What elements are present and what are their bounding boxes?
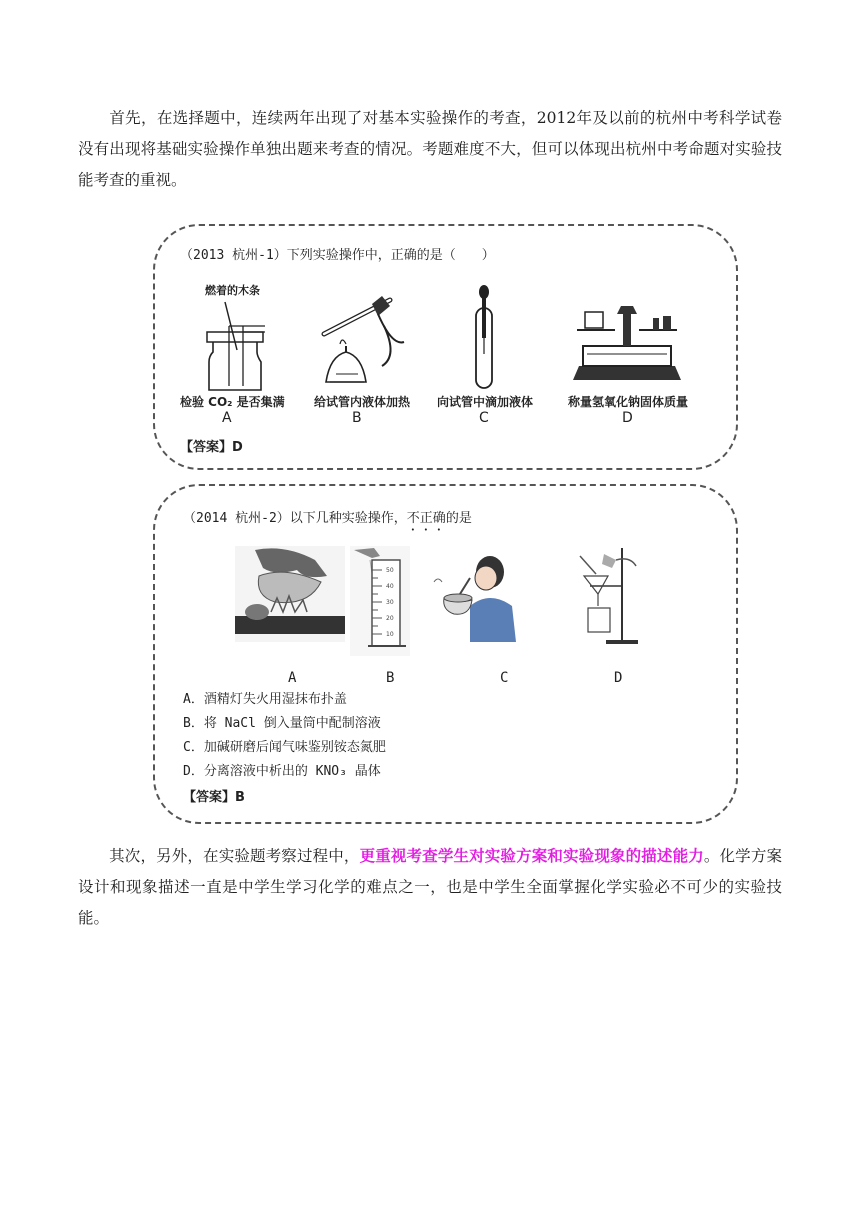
cylinder-mark-50: 50 xyxy=(386,567,394,574)
cylinder-mark-30: 30 xyxy=(386,599,394,606)
photo-lamp-fire xyxy=(235,546,345,642)
option-c: C．加碱研磨后闻气味鉴别铵态氮肥 xyxy=(183,740,386,755)
intro-text: 首先，在选择题中，连续两年出现了对基本实验操作的考查，2012年及以前的杭州中考科学试卷没有出现将基础实验操作单独出题来考查的情况。考题难度不大，但可以体现出杭州中考命题对实验技能考查的重视。 xyxy=(78,109,782,189)
q2-letter-d: D xyxy=(614,670,623,686)
method-paragraph xyxy=(78,840,782,934)
method-lead: 其次，另外，在实验题考察过程中， xyxy=(109,847,360,865)
q2-letter-b: B xyxy=(386,670,395,686)
answer-2013: 【答案】D xyxy=(180,440,243,455)
intro-paragraph xyxy=(78,103,782,196)
q2-letter-c: C xyxy=(500,670,509,686)
title-emphasis: 不正确 xyxy=(406,511,446,526)
title-prefix: （2014 杭州-2）以下几种实验操作， xyxy=(183,511,407,526)
method-tail: 。化学方案设计和现象描述一直是中学生学习化学的难点之一，也是中学生全面掌握化学实验必不可少的实验技能。 xyxy=(78,847,782,927)
cylinder-mark-40: 40 xyxy=(386,583,394,590)
title-suffix: 的是 xyxy=(445,511,472,526)
splint-label: 燃着的木条 xyxy=(205,284,260,297)
figure-co2-bottle xyxy=(195,290,285,400)
photo-boy-mortar xyxy=(430,546,520,646)
answer-2014: 【答案】B xyxy=(183,790,245,805)
caption-b: 给试管内液体加热 xyxy=(314,395,411,409)
method-highlight: 更重视考查学生对实验方案和实验现象的描述能力 xyxy=(359,846,704,865)
caption-c: 向试管中滴加液体 xyxy=(437,395,534,409)
caption-a: 检验 CO₂ 是否集满 xyxy=(180,395,285,409)
option-d: D．分离溶液中析出的 KNO₃ 晶体 xyxy=(183,764,381,779)
letter-b: B xyxy=(352,410,362,426)
option-a: A．酒精灯失火用湿抹布扑盖 xyxy=(183,692,347,707)
letter-d: D xyxy=(622,410,633,426)
figure-balance xyxy=(567,300,687,390)
figure-dropper-tube xyxy=(464,284,504,394)
q2-letter-a: A xyxy=(288,670,297,686)
question-title-2013: （2013 杭州-1）下列实验操作中，正确的是（ ） xyxy=(180,248,495,263)
letter-c: C xyxy=(479,410,489,426)
caption-d: 称量氢氧化钠固体质量 xyxy=(568,395,689,409)
option-b: B．将 NaCl 倒入量筒中配制溶液 xyxy=(183,716,381,731)
question-title-2014 xyxy=(183,507,472,534)
photo-graduated-cylinder xyxy=(350,546,410,656)
photo-filtration xyxy=(576,546,640,646)
figure-heating-tube xyxy=(312,286,412,396)
cylinder-mark-20: 20 xyxy=(386,615,394,622)
letter-a: A xyxy=(222,410,232,426)
cylinder-mark-10: 10 xyxy=(386,631,394,638)
